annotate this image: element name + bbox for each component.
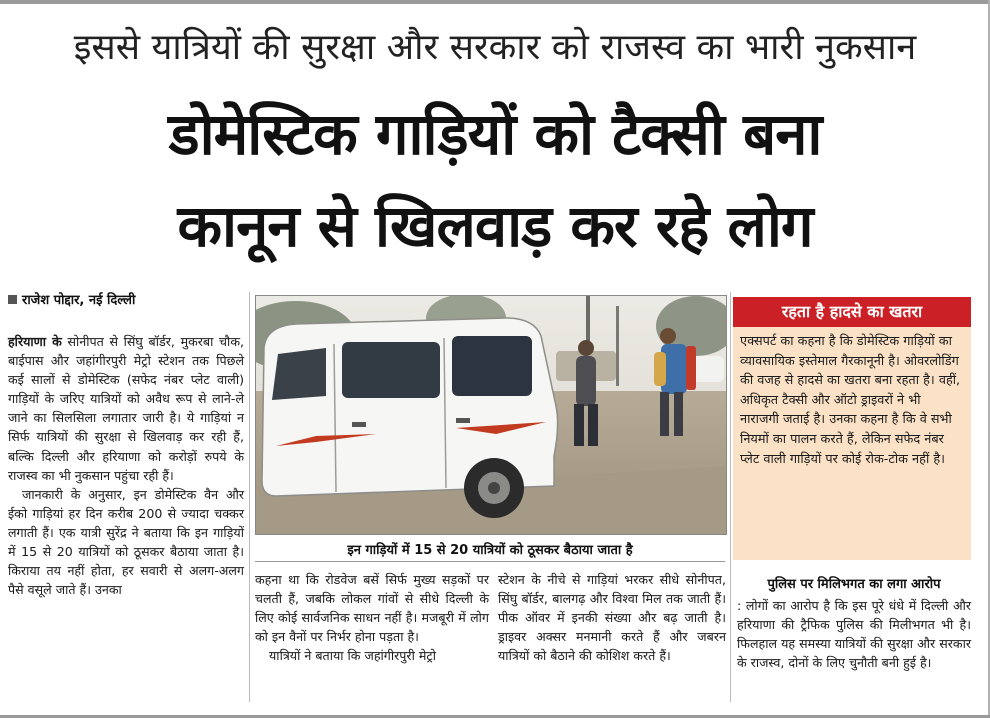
subheading-police: पुलिस पर मिलिभगत का लगा आरोप <box>767 577 941 592</box>
byline-square-icon <box>8 295 17 304</box>
article-column-3 <box>498 570 726 665</box>
article-column-1 <box>8 332 244 599</box>
paragraph-text: सोनीपत से सिंघु बॉर्डर, मुकरबा चौक, बाईपास और जहांगीरपुरी मेट्रो स्टेशन तक पिछले कई सालों से डोमेस्टिक (सफेद नंबर प्लेट वाली) गाड़ियों के जरिए यात्रियों को अवैध रूप से लाने-ले जाने का सिलसिला लगातार जारी है। ये गाड़ियां न सिर्फ यात्रियों की सुरक्षा से खिलवाड़ कर रही हैं, बल्कि दिल्ली और हरियाणा को करोड़ों रुपये के राजस्व का भी नुकसान पहुंचा रही हैं। <box>8 334 244 483</box>
article-column-4 <box>737 596 971 672</box>
column-divider <box>249 292 250 702</box>
news-photo-van <box>255 295 727 535</box>
paragraph: स्टेशन के नीचे से गाड़ियां भरकर सीधे सोनीपत, सिंघु बॉर्डर, बालगढ़ और विश्वा मिल तक जाती हैं। पीक ऑवर में इनकी संख्या और बढ़ जाती है। ड्राइवर अक्सर मनमानी करते हैं और जबरन यात्रियों को बैठाने की कोशिश करते हैं। <box>498 572 726 664</box>
main-headline-line-2: कानून से खिलवाड़ कर रहे लोग <box>177 192 813 260</box>
van-scene-image <box>256 296 726 534</box>
paragraph: जानकारी के अनुसार, इन डोमेस्टिक वैन और ईको गाड़ियां हर दिन करीब 200 से ज्यादा चक्कर लगाती हैं। एक यात्री सुरेंद्र ने बताया कि इन गाड़ियों में 15 से 20 यात्रियों को ठूसकर बैठाया जाता है। किराया तय नहीं होता, हर सवारी से अलग-अलग पैसे वसूले जाते हैं। उनका <box>8 486 244 598</box>
paragraph: कहना था कि रोडवेज बसें सिर्फ मुख्य सड़कों पर चलती हैं, जबकि लोकल गांवों से सीधे दिल्ली के लिए कोई सार्वजनिक साधन नहीं है। मजबूरी में लोग को इन वैनों पर निर्भर होना पड़ता है। <box>255 572 489 645</box>
article-column-2 <box>255 570 489 665</box>
column-divider <box>730 292 731 702</box>
paragraph: यात्रियों ने बताया कि जहांगीरपुरी मेट्रो <box>269 648 436 664</box>
sidebar-heading: रहता है हादसे का खतरा <box>733 297 971 327</box>
paragraph: : लोगों का आरोप है कि इस पूरे धंधे में दिल्ली और हरियाणा की ट्रैफिक पुलिस की मिलीभगत भी है। फिलहाल यह समस्या यात्रियों की सुरक्षा और सरकार के राजस्व, दोनों के लिए चुनौती बनी हुई है। <box>737 598 971 671</box>
main-headline-line-1: डोमेस्टिक गाड़ियों को टैक्सी बना <box>168 100 822 168</box>
caption-rule <box>255 561 725 562</box>
byline <box>8 290 135 308</box>
lead-word: हरियाणा के <box>8 334 62 349</box>
kicker-headline: इससे यात्रियों की सुरक्षा और सरकार को राजस्व का भारी नुकसान <box>73 27 917 68</box>
byline-text: राजेश पोद्दार, नई दिल्ली <box>22 293 136 308</box>
sidebar-text: एक्सपर्ट का कहना है कि डोमेस्टिक गाड़ियों का व्यावसायिक इस्तेमाल गैरकानूनी है। ओवरलोडिंग की वजह से हादसे का खतरा बना रहता है। वहीं, अधिकृत टैक्सी और ऑटो ड्राइवरों ने भी नाराजगी जताई है। उनका कहना है कि वे सभी नियमों का पालन करते हैं, लेकिन सफेद नंबर प्लेट वाली गाड़ियों पर कोई रोक-टोक नहीं है। <box>740 334 961 467</box>
photo-caption: इन गाड़ियों में 15 से 20 यात्रियों को ठूसकर बैठाया जाता है <box>347 543 633 558</box>
paragraph <box>8 332 244 485</box>
top-rule <box>0 0 990 4</box>
